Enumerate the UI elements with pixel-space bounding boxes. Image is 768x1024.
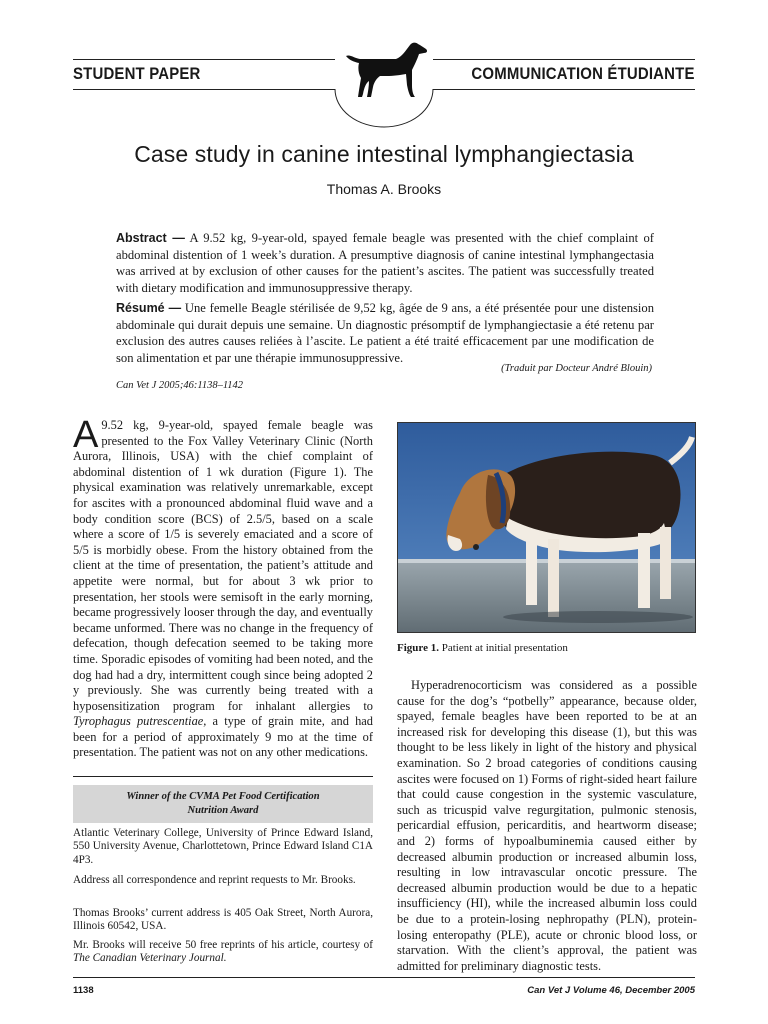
header-underline-left xyxy=(73,89,335,90)
award-line-1: Winner of the CVMA Pet Food Certification xyxy=(126,791,320,802)
page-number: 1138 xyxy=(73,985,94,996)
article-author: Thomas A. Brooks xyxy=(326,181,442,197)
affiliation-reprints xyxy=(73,939,373,966)
abstract-english xyxy=(116,230,654,296)
header-rule-right xyxy=(433,59,695,60)
affiliation-institution: Atlantic Veterinary College, University of Prince Edward Island, 550 University Avenue, Charlottetown, Prince Edward Island C1A 4P3. xyxy=(73,827,373,866)
translator-credit: (Traduit par Docteur André Blouin) xyxy=(501,363,652,374)
body-column-left xyxy=(73,414,373,761)
header-rule-left xyxy=(73,59,335,60)
species-name: Tyrophagus putrescentiae, xyxy=(73,714,207,729)
resume-text: Une femelle Beagle stérilisée de 9,52 kg, âgée de 9 ans, a été présentée pour une distension abdominale qui durait depuis une semaine. Un diagnostic présomptif de lymphangiectasie a été retenu par exclusion des autres causes reliées à l’ascite. Le patient a été traité efficacement par une modification de son alimentation et par une thérapie immunosuppressive. xyxy=(116,301,654,365)
body-column-right xyxy=(397,678,697,974)
journal-citation: Can Vet J 2005;46:1138–1142 xyxy=(116,380,244,391)
body-left-text-1: 9.52 kg, 9-year-old, spayed female beagle was presented to the Fox Valley Veterinary Clinic (North Aurora, Illinois, USA) with the chief complaint of abdominal distention of 1 wk duration (Figure 1). The physical examination was relatively unremarkable, except for ascites with a pronounced abdominal fluid wave and a body condition score (BCS) of 2.5/5, based on a scale where a score of 1/5 is severely emaciated and a score of 5/5 is morbidly obese. From the history obtained from the client at the time of presentation, the patient’s attitude and appetite were normal, but for about 3 wk prior to presentation, her stools were semisoft in the early morning, became progressively looser through the day, and eventually became unformed. There was no change in the frequency of defecation, though defecation seemed to be taking more time. Sporadic episodes of vomiting had been noted, and the dog had had a dry, intermittent cough since being adopted 2 y previously. She was currently being treated with a hyposensitization program for inhalant allergies to xyxy=(73,418,373,713)
figure-label: Figure 1. xyxy=(397,642,439,654)
reprints-journal: The Canadian Veterinary Journal. xyxy=(73,952,227,965)
affiliation-current-address: Thomas Brooks’ current address is 405 Oak Street, North Aurora, Illinois 60542, USA. xyxy=(73,907,373,933)
affiliation-correspondence: Address all correspondence and reprint requests to Mr. Brooks. xyxy=(73,874,356,886)
header-underline-right xyxy=(433,89,695,90)
figure-1-caption xyxy=(397,642,568,654)
reprints-text: Mr. Brooks will receive 50 free reprints of his article, courtesy of xyxy=(73,939,373,951)
figure-caption-text: Patient at initial presentation xyxy=(438,642,568,654)
body-right-paragraph: Hyperadrenocorticism was considered as a possible cause for the dog’s “potbelly” appearance, because older, spayed, female beagles have been reported to be at an increased risk for developing this disease (1), but this was thought to be less likely in light of the history and physical examination. So 2 broad categories of conditions causing ascites were focused on 1) Forms of right-sided heart failure that could cause congestion in the systemic vasculature, such as tricuspid valve regurgitation, pulmonic stenosis, pericardial effusion, pericarditis, and heartworm disease; and 2) forms of hypoalbuminemia caused either by decreased albumin production or increased albumin loss, resulting in low intravascular oncotic pressure. The decreased albumin production would be due to a hepatic insufficiency (HI), while the increased albumin loss could be due to a protein-losing nephropathy (PLN), protein-losing enteropathy (PLE), acute or chronic blood loss, or starvation. With the client’s approval, the patient was admitted for preliminary diagnostic tests. xyxy=(397,678,697,973)
award-rule xyxy=(73,776,373,777)
abstract-french xyxy=(116,300,654,366)
abstract-lead: Abstract — xyxy=(116,231,185,245)
section-label-student-paper: STUDENT PAPER xyxy=(73,64,201,83)
dog-logo-icon xyxy=(340,40,430,100)
abstract-text: A 9.52 kg, 9-year-old, spayed female beagle was presented with the chief complaint of abdominal distention of 1 week’s duration. A presumptive diagnosis of canine intestinal lymphangectasia was arrived at by exclusion of other causes for the patient’s ascites. The patient was successfully treated with dietary modification and immunosuppressive therapy. xyxy=(116,231,654,295)
figure-1-photo xyxy=(397,422,696,633)
award-box xyxy=(73,785,373,823)
award-line-2: Nutrition Award xyxy=(187,804,259,816)
drop-cap: A xyxy=(73,414,99,456)
beagle-photo-image xyxy=(398,423,696,633)
footer-rule xyxy=(73,977,695,978)
resume-lead: Résumé — xyxy=(116,301,182,315)
body-left-text-2: a type of grain mite, and had been for a period of approximately 9 mo at the time of presentation. The patient was not on any other medications. xyxy=(73,714,373,760)
section-label-communication-etudiante: COMMUNICATION ÉTUDIANTE xyxy=(471,64,695,83)
article-title: Case study in canine intestinal lymphangiectasia xyxy=(134,141,634,167)
footer-journal-info: Can Vet J Volume 46, December 2005 xyxy=(527,985,695,996)
